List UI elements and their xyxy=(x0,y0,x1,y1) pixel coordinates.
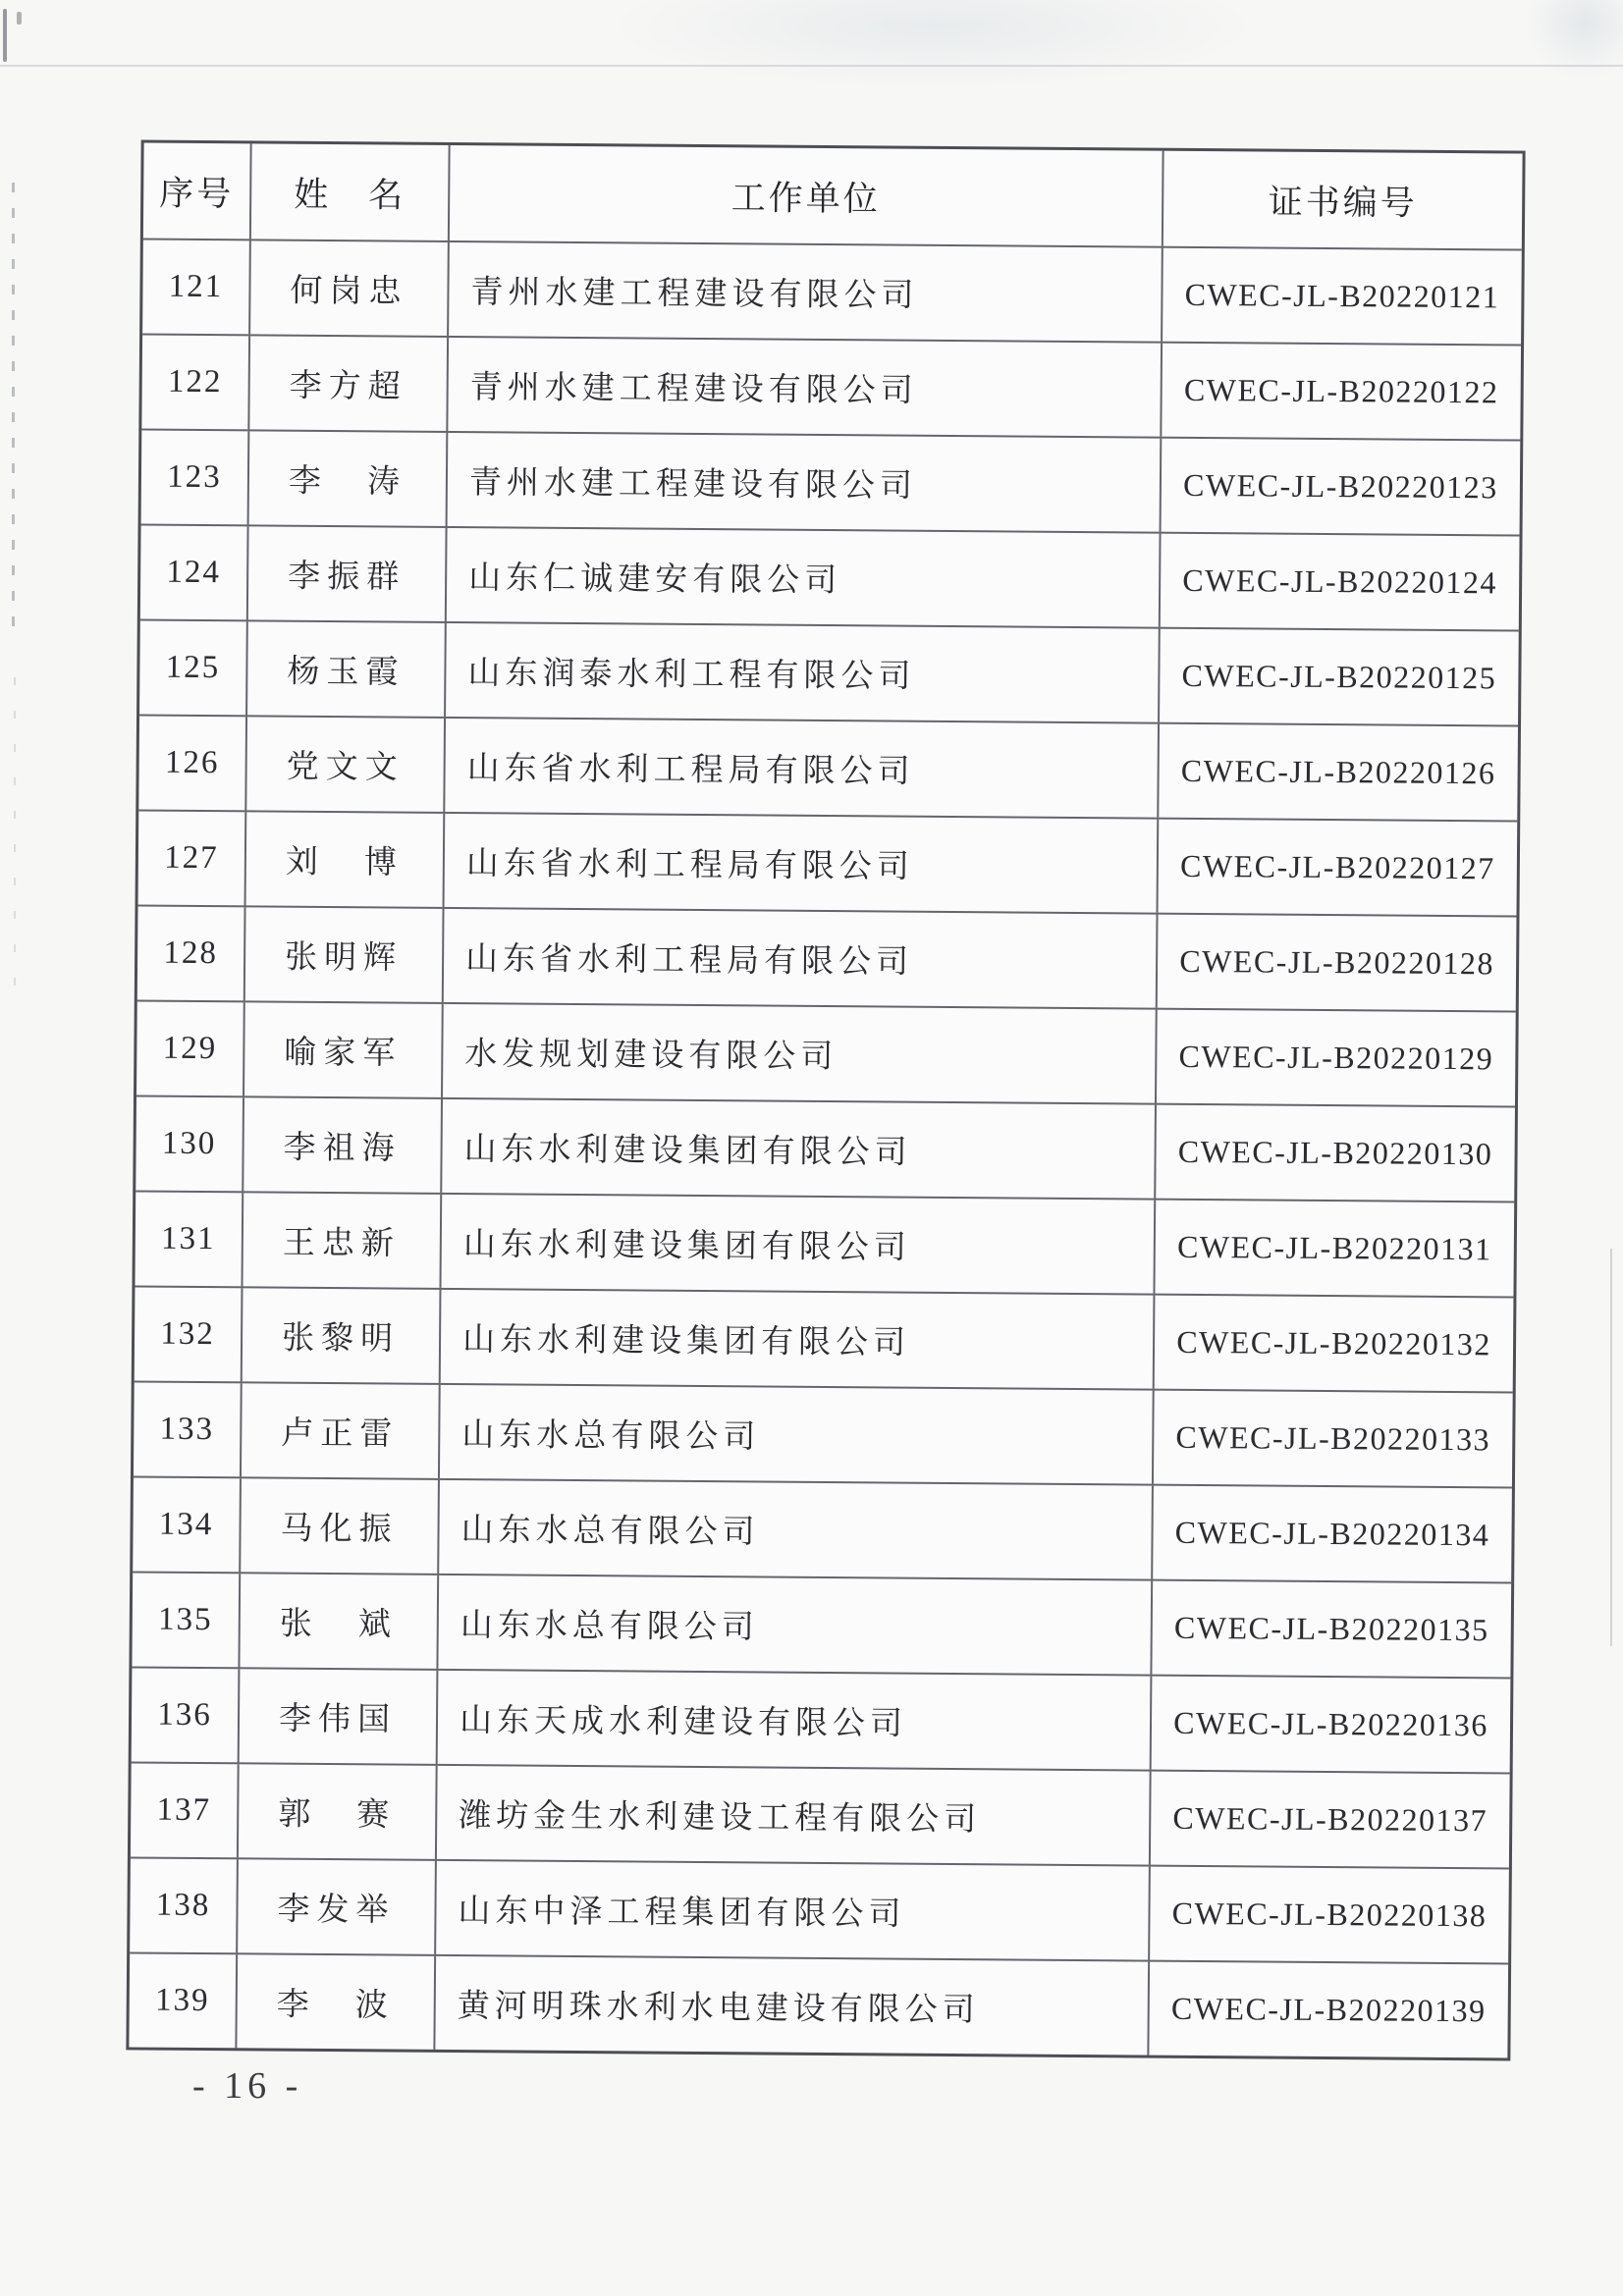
cell-serial-number: 135 xyxy=(132,1573,241,1667)
cell-serial-number: 133 xyxy=(134,1382,243,1476)
cell-work-unit: 水发规划建设有限公司 xyxy=(443,1004,1158,1103)
scan-artifact-speck xyxy=(17,12,22,25)
cell-serial-number: 139 xyxy=(129,1953,238,2048)
cell-work-unit: 山东省水利工程局有限公司 xyxy=(445,814,1160,913)
cell-serial-number: 128 xyxy=(137,906,246,1000)
cell-work-unit: 青州水建工程建设有限公司 xyxy=(448,338,1163,437)
table-row xyxy=(131,1763,1510,1869)
cell-certificate-number: CWEC-JL-B20220128 xyxy=(1179,942,1495,982)
cell-work-unit: 山东润泰水利工程有限公司 xyxy=(446,623,1161,722)
cell-name: 王忠新 xyxy=(243,1193,442,1288)
table-row xyxy=(135,1192,1514,1298)
cell-certificate-number: CWEC-JL-B20220126 xyxy=(1180,752,1496,791)
cell-certificate-number: CWEC-JL-B20220127 xyxy=(1179,847,1495,886)
cell-work-unit: 山东天成水利建设有限公司 xyxy=(438,1671,1153,1770)
cell-certificate-number: CWEC-JL-B20220123 xyxy=(1182,466,1498,506)
cell-work-unit: 山东水总有限公司 xyxy=(439,1480,1154,1579)
cell-serial-number: 122 xyxy=(141,336,250,430)
table-row xyxy=(137,906,1517,1012)
scan-artifact-left-dashes-lower xyxy=(14,677,16,1001)
page-number: - 16 - xyxy=(192,2065,303,2107)
cell-work-unit: 山东水利建设集团有限公司 xyxy=(442,1099,1157,1199)
table-row xyxy=(134,1382,1513,1488)
table-row xyxy=(135,1096,1515,1202)
table-row xyxy=(138,716,1518,822)
cell-certificate-number: CWEC-JL-B20220137 xyxy=(1172,1799,1488,1839)
cell-name: 张 斌 xyxy=(240,1574,439,1669)
cell-certificate-number: CWEC-JL-B20220134 xyxy=(1174,1514,1490,1553)
cell-work-unit: 青州水建工程建设有限公司 xyxy=(449,242,1163,342)
cell-name: 郭 赛 xyxy=(239,1764,438,1859)
cell-serial-number: 129 xyxy=(136,1001,245,1095)
cell-work-unit: 黄河明珠水利水电建设有限公司 xyxy=(435,1956,1150,2056)
cell-certificate-number: CWEC-JL-B20220122 xyxy=(1183,371,1499,410)
scan-artifact-right-line xyxy=(1610,1249,1612,1646)
column-header-name: 姓 名 xyxy=(251,143,451,240)
column-header-serial: 序号 xyxy=(143,143,252,240)
table-row xyxy=(132,1668,1511,1774)
cell-serial-number: 123 xyxy=(141,431,250,525)
cell-serial-number: 126 xyxy=(138,716,247,810)
table-row xyxy=(130,1858,1509,1964)
cell-name: 张黎明 xyxy=(243,1288,442,1383)
cell-certificate-number: CWEC-JL-B20220124 xyxy=(1182,561,1498,601)
table-row xyxy=(140,526,1520,632)
table-row xyxy=(129,1953,1508,2057)
table-row xyxy=(141,431,1521,537)
cell-certificate-number: CWEC-JL-B20220135 xyxy=(1173,1609,1489,1648)
scan-artifact-smudge-top xyxy=(609,0,1257,88)
scan-artifact-left-dashes xyxy=(12,183,15,639)
scan-artifact-left-mark xyxy=(3,9,7,62)
table-row xyxy=(135,1287,1514,1393)
cell-work-unit: 青州水建工程建设有限公司 xyxy=(448,433,1163,532)
cell-name: 李振群 xyxy=(248,526,448,621)
table-row xyxy=(133,1477,1512,1583)
cell-certificate-number: CWEC-JL-B20220132 xyxy=(1176,1323,1492,1362)
cell-work-unit: 山东省水利工程局有限公司 xyxy=(445,719,1160,818)
cell-certificate-number: CWEC-JL-B20220133 xyxy=(1175,1418,1491,1458)
cell-name: 喻家军 xyxy=(244,1002,444,1097)
cell-serial-number: 121 xyxy=(142,240,251,335)
scan-artifact-horizontal-line xyxy=(0,65,1623,67)
cell-work-unit: 潍坊金生水利建设工程有限公司 xyxy=(437,1766,1152,1865)
cell-certificate-number: CWEC-JL-B20220121 xyxy=(1184,276,1500,315)
column-header-certificate: 证书编号 xyxy=(1268,183,1418,223)
cell-name: 李 波 xyxy=(237,1954,436,2050)
cell-work-unit: 山东水总有限公司 xyxy=(440,1385,1155,1484)
cell-certificate-number: CWEC-JL-B20220138 xyxy=(1171,1895,1488,1934)
cell-serial-number: 138 xyxy=(130,1858,239,1952)
cell-certificate-number: CWEC-JL-B20220129 xyxy=(1178,1038,1494,1077)
cell-name: 党文文 xyxy=(246,717,446,812)
certificate-table xyxy=(126,139,1525,2060)
table-row xyxy=(139,621,1519,727)
cell-name: 李伟国 xyxy=(240,1669,439,1764)
cell-serial-number: 134 xyxy=(133,1477,242,1572)
cell-name: 刘 博 xyxy=(246,812,446,907)
cell-work-unit: 山东水总有限公司 xyxy=(438,1575,1153,1675)
cell-name: 李 涛 xyxy=(249,431,449,526)
cell-certificate-number: CWEC-JL-B20220139 xyxy=(1170,1990,1487,2029)
cell-serial-number: 125 xyxy=(139,621,248,716)
cell-serial-number: 131 xyxy=(135,1192,243,1286)
cell-serial-number: 130 xyxy=(135,1096,244,1191)
cell-certificate-number: CWEC-JL-B20220125 xyxy=(1181,657,1497,696)
cell-name: 卢正雷 xyxy=(242,1383,441,1478)
cell-name: 张明辉 xyxy=(245,907,445,1002)
cell-serial-number: 136 xyxy=(132,1668,241,1762)
cell-serial-number: 127 xyxy=(138,811,247,905)
cell-name: 杨玉霞 xyxy=(247,621,447,717)
cell-name: 李发举 xyxy=(238,1859,437,1954)
cell-serial-number: 137 xyxy=(131,1763,240,1857)
table-row xyxy=(141,336,1521,442)
table-row xyxy=(138,811,1518,917)
cell-certificate-number: CWEC-JL-B20220130 xyxy=(1177,1133,1493,1172)
cell-work-unit: 山东省水利工程局有限公司 xyxy=(444,909,1159,1008)
cell-work-unit: 山东水利建设集团有限公司 xyxy=(441,1290,1156,1389)
cell-serial-number: 124 xyxy=(140,526,249,620)
cell-certificate-number: CWEC-JL-B20220136 xyxy=(1173,1704,1488,1743)
table-row xyxy=(136,1001,1516,1107)
table-row xyxy=(142,240,1522,347)
cell-name: 马化振 xyxy=(241,1478,440,1574)
cell-name: 李祖海 xyxy=(243,1097,443,1193)
cell-work-unit: 山东水利建设集团有限公司 xyxy=(441,1195,1156,1294)
cell-work-unit: 山东仁诚建安有限公司 xyxy=(447,528,1162,627)
cell-work-unit: 山东中泽工程集团有限公司 xyxy=(436,1861,1151,1960)
cell-serial-number: 132 xyxy=(135,1287,243,1381)
table-row xyxy=(132,1573,1511,1679)
cell-name: 何岗忠 xyxy=(250,240,450,336)
table-header-row xyxy=(143,143,1523,251)
cell-certificate-number: CWEC-JL-B20220131 xyxy=(1176,1228,1492,1267)
cell-name: 李方超 xyxy=(249,336,449,431)
column-header-work-unit: 工作单位 xyxy=(450,145,1164,246)
scan-artifact-smudge-top-right xyxy=(1527,0,1623,79)
